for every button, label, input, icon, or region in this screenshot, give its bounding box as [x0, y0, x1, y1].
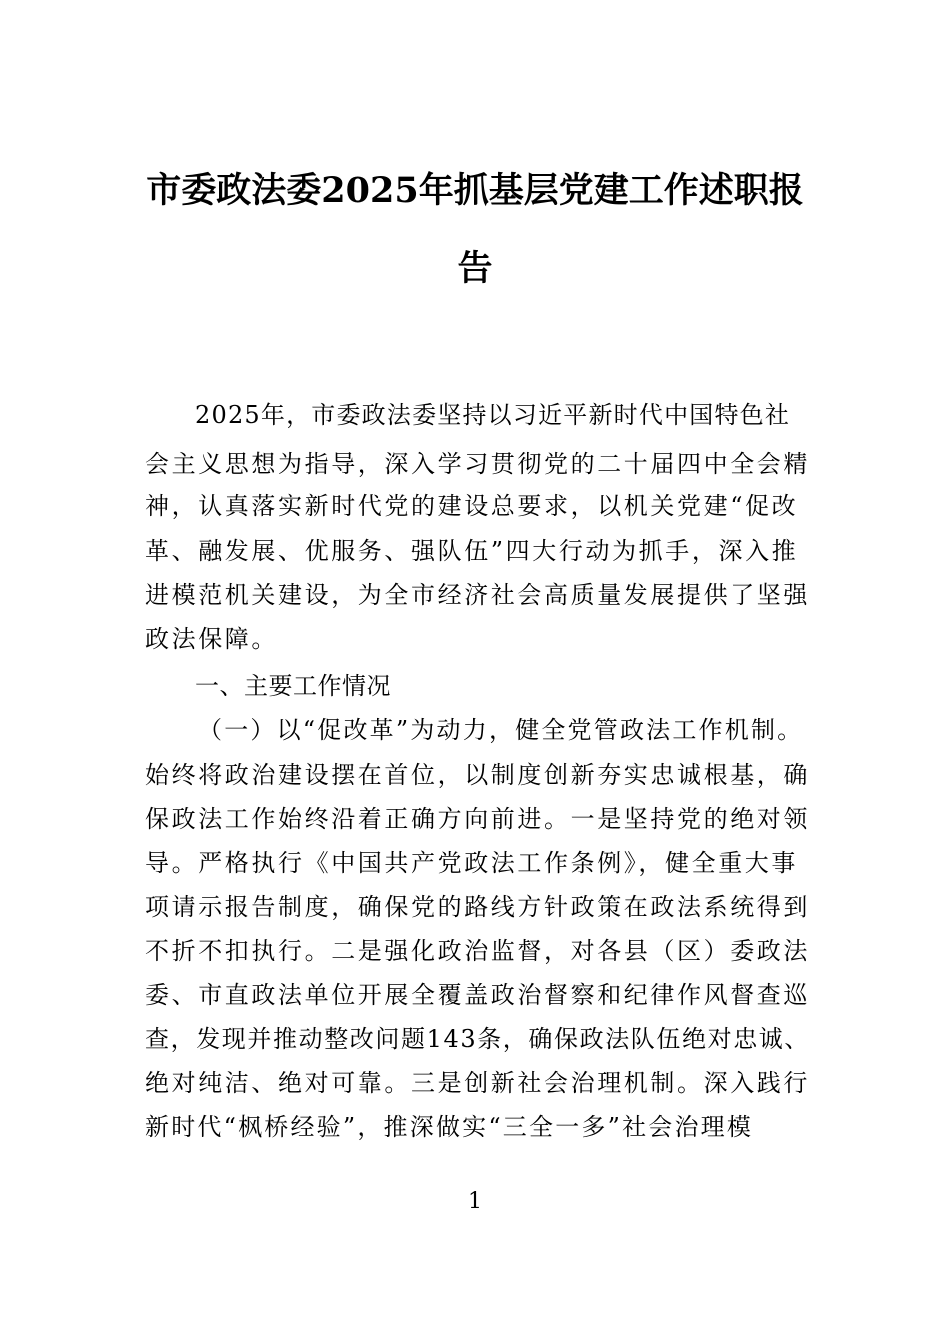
intro-line-6: 政法保障。 — [145, 625, 278, 653]
intro-line-2: 会主义思想为指导，深入学习贯彻党的二十届四中全会精 — [145, 450, 810, 478]
document-title-line-2: 告 — [457, 248, 493, 289]
body-line-5: 不折不扣执行。二是强化政治监督，对各县（区）委政法 — [145, 937, 810, 965]
body-line-7: 查，发现并推动整改问题143条，确保政法队伍绝对忠诚、 — [145, 1025, 811, 1053]
intro-line-4: 革、融发展、优服务、强队伍”四大行动为抓手，深入推 — [145, 537, 799, 565]
body-line-9: 新时代“枫桥经验”，推深做实“三全一多”社会治理模 — [145, 1113, 754, 1141]
page-number: 1 — [468, 1189, 482, 1214]
body-line-8: 绝对纯洁、绝对可靠。三是创新社会治理机制。深入践行 — [145, 1069, 810, 1097]
body-line-6: 委、市直政法单位开展全覆盖政治督察和纪律作风督查巡 — [145, 981, 810, 1009]
intro-line-3: 神，认真落实新时代党的建设总要求，以机关党建“促改 — [145, 492, 799, 520]
intro-line-1: 2025年，市委政法委坚持以习近平新时代中国特色社 — [195, 401, 791, 429]
section-heading: 一、主要工作情况 — [195, 672, 391, 700]
body-line-1: 始终将政治建设摆在首位，以制度创新夯实忠诚根基，确 — [145, 761, 810, 789]
body-line-2: 保政法工作始终沿着正确方向前进。一是坚持党的绝对领 — [145, 805, 810, 833]
sub-heading: （一）以“促改革”为动力，健全党管政法工作机制。 — [198, 716, 804, 744]
body-line-4: 项请示报告制度，确保党的路线方针政策在政法系统得到 — [145, 893, 810, 921]
document-title-line-1: 市委政法委2025年抓基层党建工作述职报 — [146, 170, 804, 211]
body-line-3: 导。严格执行《中国共产党政法工作条例》，健全重大事 — [145, 849, 798, 877]
intro-line-5: 进模范机关建设，为全市经济社会高质量发展提供了坚强 — [145, 581, 810, 609]
